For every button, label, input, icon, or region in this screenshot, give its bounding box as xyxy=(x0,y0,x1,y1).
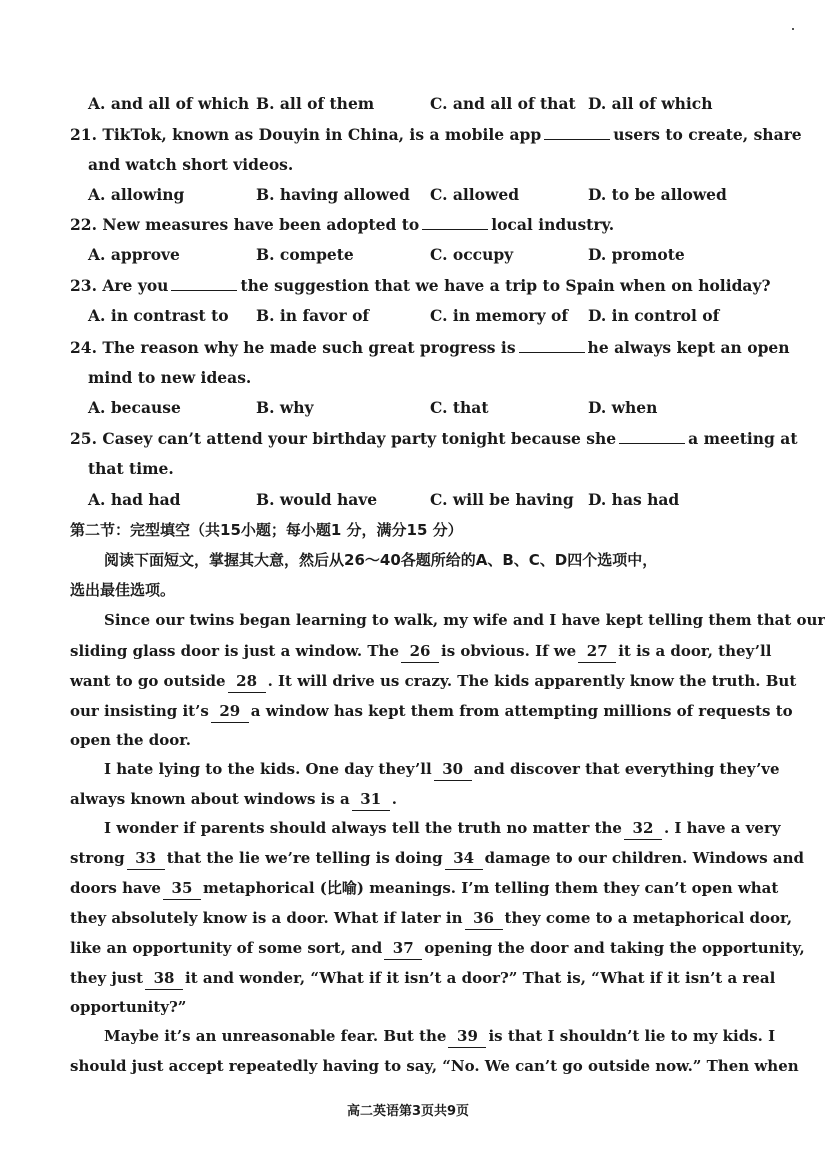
passage-line: Maybe it’s an unreasonable fear. But the 39 is that I shouldn’t lie to my kids. I xyxy=(70,1025,794,1048)
blank-28: 28 xyxy=(228,670,266,693)
blank-34: 34 xyxy=(445,847,483,870)
passage-line: I hate lying to the kids. One day they’ll 30 and discover that everything they’ve xyxy=(70,758,794,781)
passage-line: open the door. xyxy=(70,731,192,749)
q21-option-d: D. to be allowed xyxy=(588,185,727,204)
q22-option-b: B. compete xyxy=(256,245,354,264)
passage-line: like an opportunity of some sort, and 37 opening the door and taking the opportunity, xyxy=(70,937,760,960)
q24-option-c: C. that xyxy=(430,398,489,417)
q25-options xyxy=(70,489,778,511)
blank-31: 31 xyxy=(352,788,390,811)
q25-option-a: A. had had xyxy=(88,490,181,509)
q23-option-d: D. in control of xyxy=(588,306,720,325)
q22-options xyxy=(70,244,778,266)
q24-stem: 24. The reason why he made such great progress is he always kept an open xyxy=(70,338,790,357)
q22-option-d: D. promote xyxy=(588,245,685,264)
passage-line: want to go outside 28 . It will drive us crazy. The kids apparently know the truth. But xyxy=(70,670,760,693)
q23-options xyxy=(70,305,778,327)
q25-option-c: C. will be having xyxy=(430,490,574,509)
blank-32: 32 xyxy=(624,817,662,840)
q22-option-a: A. approve xyxy=(88,245,180,264)
passage-line: our insisting it’s 29 a window has kept them from attempting millions of requests to xyxy=(70,700,760,723)
q20-option-a: A. and all of which xyxy=(88,94,250,113)
q21-options xyxy=(70,184,778,206)
q20-options xyxy=(70,93,778,115)
q21-option-a: A. allowing xyxy=(88,185,185,204)
passage-line: Since our twins began learning to walk, my wife and I have kept telling them that our xyxy=(104,611,825,629)
scan-mark xyxy=(792,28,794,30)
blank-39: 39 xyxy=(448,1025,486,1048)
answer-blank xyxy=(519,336,585,353)
q21-stem: 21. TikTok, known as Douyin in China, is a mobile app users to create, share xyxy=(70,125,802,144)
q25-stem: 25. Casey can’t attend your birthday party tonight because she a meeting at xyxy=(70,429,798,448)
q20-option-d: D. all of which xyxy=(588,94,713,113)
q24-option-a: A. because xyxy=(88,398,181,417)
q24-option-b: B. why xyxy=(256,398,314,417)
section-title: 第二节：完型填空（共15小题；每小题1 分，满分15 分） xyxy=(70,521,463,539)
blank-35: 35 xyxy=(163,877,201,900)
blank-27: 27 xyxy=(578,640,616,663)
page-footer: 高二英语第3页共9页 xyxy=(346,1104,470,1119)
q23-option-a: A. in contrast to xyxy=(88,306,229,325)
blank-37: 37 xyxy=(384,937,422,960)
q25-stem-line2: that time. xyxy=(88,459,174,478)
section-instruction-line2: 选出最佳选项。 xyxy=(70,581,176,599)
q25-option-d: D. has had xyxy=(588,490,680,509)
q25-option-b: B. would have xyxy=(256,490,378,509)
passage-line: I wonder if parents should always tell the truth no matter the 32 . I have a very xyxy=(70,817,794,840)
blank-33: 33 xyxy=(127,847,165,870)
section-instruction: 阅读下面短文，掌握其大意，然后从26～40各题所给的A、B、C、D四个选项中， xyxy=(104,551,658,569)
passage-line: should just accept repeatedly having to say, “No. We can’t go outside now.” Then when xyxy=(70,1057,799,1075)
blank-30: 30 xyxy=(434,758,472,781)
answer-blank xyxy=(544,123,610,140)
q24-option-d: D. when xyxy=(588,398,658,417)
q23-option-b: B. in favor of xyxy=(256,306,370,325)
q21-option-b: B. having allowed xyxy=(256,185,410,204)
q22-option-c: C. occupy xyxy=(430,245,514,264)
q24-options xyxy=(70,397,778,419)
answer-blank xyxy=(422,213,488,230)
q20-option-b: B. all of them xyxy=(256,94,375,113)
passage-line: sliding glass door is just a window. The 26 is obvious. If we 27 it is a door, they’ll xyxy=(70,640,760,663)
answer-blank xyxy=(171,274,237,291)
passage-line: they just 38 it and wonder, “What if it isn’t a door?” That is, “What if it isn’t a real xyxy=(70,967,760,990)
passage-line: always known about windows is a 31 . xyxy=(70,788,760,811)
answer-blank xyxy=(619,427,685,444)
q20-option-c: C. and all of that xyxy=(430,94,576,113)
passage-line: doors have 35 metaphorical (比喻) meanings. I’m telling them they can’t open what xyxy=(70,877,760,900)
blank-29: 29 xyxy=(211,700,249,723)
blank-26: 26 xyxy=(401,640,439,663)
passage-line: strong 33 that the lie we’re telling is doing 34 damage to our children. Windows and xyxy=(70,847,760,870)
q21-stem-line2: and watch short videos. xyxy=(88,155,294,174)
blank-36: 36 xyxy=(465,907,503,930)
q24-stem-line2: mind to new ideas. xyxy=(88,368,252,387)
passage-line: opportunity?” xyxy=(70,998,187,1016)
q21-option-c: C. allowed xyxy=(430,185,520,204)
q23-option-c: C. in memory of xyxy=(430,306,568,325)
q22-stem: 22. New measures have been adopted to local industry. xyxy=(70,215,615,234)
passage-line: they absolutely know is a door. What if later in 36 they come to a metaphorical door, xyxy=(70,907,760,930)
q23-stem: 23. Are you the suggestion that we have a trip to Spain when on holiday? xyxy=(70,276,771,295)
blank-38: 38 xyxy=(145,967,183,990)
